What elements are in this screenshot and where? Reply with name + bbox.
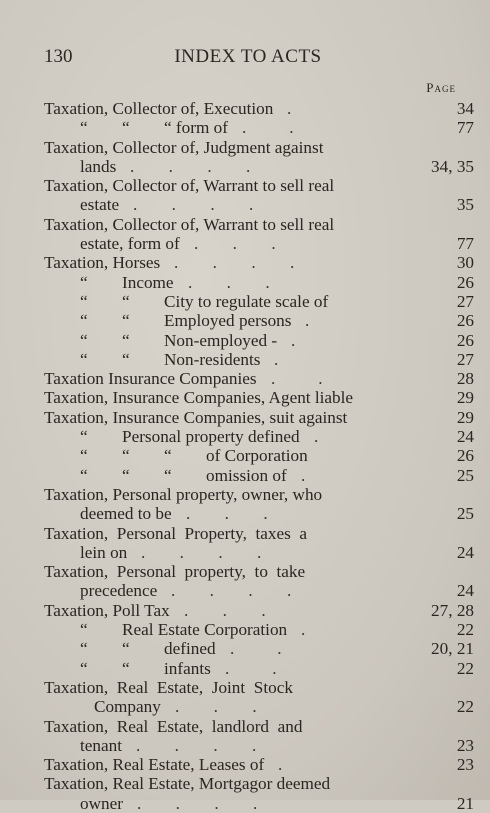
- entry-text: “ “ defined: [80, 639, 216, 659]
- entry-page-ref: 24: [456, 427, 474, 447]
- entry-page-ref: 24: [456, 581, 474, 601]
- entry-text: owner: [80, 793, 123, 813]
- entry-text: Taxation, Insurance Companies, Agent liable: [44, 388, 354, 408]
- index-entry: [44, 176, 474, 195]
- index-entry: [44, 794, 474, 813]
- index-entry: [44, 292, 474, 311]
- entry-text: “ “ Non-employed -: [80, 330, 278, 350]
- entry-page-ref: 29: [456, 388, 474, 408]
- index-entry: [44, 504, 474, 523]
- leader-dots: . .: [271, 369, 323, 389]
- leader-dots: .: [305, 311, 310, 331]
- entry-page-ref: 26: [456, 272, 474, 292]
- leader-dots: .: [274, 349, 279, 369]
- index-entry: [44, 774, 474, 793]
- leader-dots: . . .: [184, 600, 266, 620]
- entry-text: “ “ “ of Corporation: [80, 446, 308, 466]
- entry-page-ref: 20, 21: [431, 639, 474, 659]
- entry-page-ref: 29: [456, 407, 474, 427]
- entry-page-ref: 25: [456, 465, 474, 485]
- index-entry: [44, 195, 474, 214]
- index-entry: [44, 99, 474, 118]
- index-entry: [44, 331, 474, 350]
- leader-dots: . . . .: [133, 195, 254, 215]
- entry-page-ref: 25: [456, 504, 474, 524]
- entry-text: “ Personal property defined: [80, 427, 300, 447]
- leader-dots: .: [301, 620, 306, 640]
- entry-text: Taxation, Real Estate, Mortgagor deemed: [44, 774, 331, 794]
- leader-dots: . . .: [186, 504, 268, 524]
- running-title: INDEX TO ACTS: [174, 46, 322, 67]
- index-entry: [44, 427, 474, 446]
- entry-text: precedence: [80, 581, 158, 601]
- index-entry: [44, 157, 474, 176]
- leader-dots: . . . .: [171, 581, 292, 601]
- entry-page-ref: 77: [456, 234, 474, 254]
- entry-text: estate: [80, 195, 120, 215]
- entry-page-ref: 22: [456, 620, 474, 640]
- entry-text: tenant: [80, 735, 122, 755]
- index-entries: [44, 99, 474, 813]
- leader-dots: .: [301, 465, 306, 485]
- entry-page-ref: 23: [456, 735, 474, 755]
- entry-text: Taxation, Collector of, Warrant to sell real: [44, 214, 335, 234]
- entry-page-ref: 22: [456, 697, 474, 717]
- index-entry: [44, 736, 474, 755]
- index-entry: [44, 253, 474, 272]
- index-entry: [44, 755, 474, 774]
- entry-text: Taxation, Collector of, Judgment against: [44, 137, 324, 157]
- entry-text: lein on: [80, 542, 128, 562]
- entry-page-ref: 24: [456, 542, 474, 562]
- page-header: [44, 46, 452, 70]
- entry-text: Taxation, Horses: [44, 253, 161, 273]
- entry-page-ref: 26: [456, 311, 474, 331]
- leader-dots: .: [287, 99, 292, 118]
- entry-text: Taxation, Personal property, to take: [44, 562, 306, 582]
- entry-text: estate, form of: [80, 234, 180, 254]
- leader-dots: . . . .: [141, 542, 262, 562]
- entry-page-ref: 35: [456, 195, 474, 215]
- entry-text: “ “ Employed persons: [80, 311, 292, 331]
- index-entry: [44, 466, 474, 485]
- index-entry: [44, 234, 474, 253]
- leader-dots: . . . .: [136, 735, 257, 755]
- leader-dots: . . .: [175, 697, 257, 717]
- entry-page-ref: 30: [456, 253, 474, 273]
- entry-text: Taxation Insurance Companies: [44, 369, 257, 389]
- entry-page-ref: 27: [456, 291, 474, 311]
- index-entry: [44, 138, 474, 157]
- entry-text: Taxation, Real Estate, Joint Stock: [44, 677, 293, 697]
- index-entry: [44, 369, 474, 388]
- index-entry: [44, 350, 474, 369]
- index-entry: [44, 408, 474, 427]
- index-entry: [44, 524, 474, 543]
- index-entry: [44, 215, 474, 234]
- entry-text: Taxation, Collector of, Execution: [44, 99, 274, 118]
- index-entry: [44, 543, 474, 562]
- entry-text: Taxation, Insurance Companies, suit against: [44, 407, 348, 427]
- leader-dots: . . . .: [137, 793, 258, 813]
- entry-page-ref: 27: [456, 349, 474, 369]
- leader-dots: . . .: [194, 234, 276, 254]
- leader-dots: .: [278, 755, 283, 775]
- leader-dots: . .: [225, 658, 277, 678]
- index-entry: [44, 118, 474, 137]
- entry-text: deemed to be: [80, 504, 172, 524]
- index-entry: [44, 620, 474, 639]
- entry-text: Taxation, Real Estate, Leases of: [44, 755, 265, 775]
- leader-dots: . . . .: [174, 253, 295, 273]
- entry-page-ref: 27, 28: [431, 600, 474, 620]
- leader-dots: . . . .: [130, 156, 251, 176]
- index-entry: [44, 717, 474, 736]
- page-number: 130: [44, 46, 73, 67]
- entry-text: Taxation, Real Estate, landlord and: [44, 716, 303, 736]
- entry-page-ref: 22: [456, 658, 474, 678]
- entry-text: “ “ City to regulate scale of: [80, 291, 329, 311]
- entry-text: Company: [94, 697, 161, 717]
- leader-dots: .: [291, 330, 296, 350]
- entry-page-ref: 77: [456, 118, 474, 138]
- entry-text: Taxation, Collector of, Warrant to sell real: [44, 176, 335, 196]
- entry-text: Taxation, Personal Property, taxes a: [44, 523, 308, 543]
- entry-text: “ “ Non-residents: [80, 349, 261, 369]
- page-column-heading: Page: [426, 80, 456, 95]
- index-entry: [44, 639, 474, 658]
- entry-text: “ Income: [80, 272, 174, 292]
- index-entry: [44, 697, 474, 716]
- entry-text: “ “ “ form of: [80, 118, 228, 138]
- index-entry: [44, 659, 474, 678]
- index-entry: [44, 601, 474, 620]
- index-entry: [44, 581, 474, 600]
- leader-dots: . . .: [188, 272, 270, 292]
- entry-page-ref: 28: [456, 369, 474, 389]
- index-entry: [44, 485, 474, 504]
- index-entry: [44, 273, 474, 292]
- leader-dots: . .: [230, 639, 282, 659]
- entry-page-ref: 23: [456, 755, 474, 775]
- entry-page-ref: 21: [456, 793, 474, 813]
- leader-dots: . .: [242, 118, 294, 138]
- entry-page-ref: 34: [456, 99, 474, 118]
- entry-page-ref: 34, 35: [431, 156, 474, 176]
- entry-page-ref: 26: [456, 330, 474, 350]
- entry-text: Taxation, Personal property, owner, who: [44, 484, 323, 504]
- entry-text: lands: [80, 156, 117, 176]
- index-entry: [44, 446, 474, 465]
- entry-text: “ Real Estate Corporation: [80, 620, 288, 640]
- index-entry: [44, 311, 474, 330]
- index-entry: [44, 388, 474, 407]
- leader-dots: .: [314, 427, 319, 447]
- index-entry: [44, 678, 474, 697]
- entry-text: Taxation, Poll Tax: [44, 600, 170, 620]
- entry-page-ref: 26: [456, 446, 474, 466]
- entry-text: “ “ infants: [80, 658, 211, 678]
- entry-text: “ “ “ omission of: [80, 465, 287, 485]
- index-entry: [44, 562, 474, 581]
